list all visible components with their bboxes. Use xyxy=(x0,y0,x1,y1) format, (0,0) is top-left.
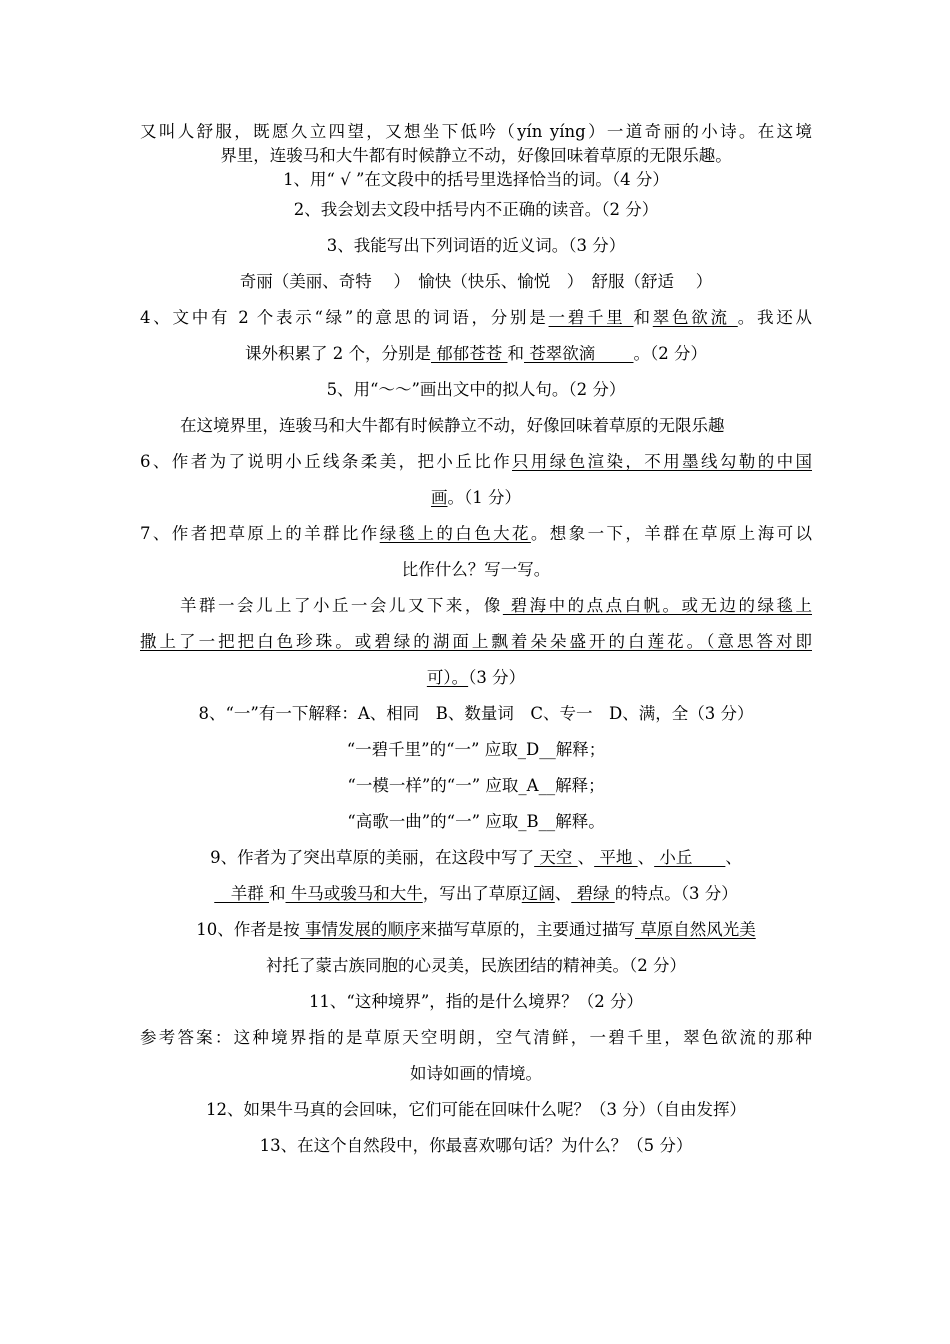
question-10-line-2: 衬托了蒙古族同胞的心灵美，民族团结的精神美。（2 分） xyxy=(266,956,686,975)
question-10-line-1: 10、作者是按 事情发展的顺序来描写草原的，主要通过描写 草原自然风光美 xyxy=(196,920,756,939)
question-6-line-2: 画。（1 分） xyxy=(431,488,521,507)
question-11: 11、“这种境界”，指的是什么境界？（2 分） xyxy=(308,992,644,1011)
question-8-head: 8、“一”有一下解释：A、相同 B、数量词 C、专一 D、满，全（3 分） xyxy=(198,704,754,723)
question-3-words: 奇丽（美丽、奇特 ） 愉快（快乐、愉悦 ） 舒服（舒适 ） xyxy=(239,272,713,291)
answer-blank: 碧海中的点点白帆。或无边的绿毯上 xyxy=(502,596,812,615)
question-2: 2、我会划去文段中括号内不正确的读音。（2 分） xyxy=(293,200,659,219)
passage-line-2: 界里，连骏马和大牛都有时候静立不动，好像回味着草原的无限乐趣。 xyxy=(220,146,732,165)
answer-blank: 郁郁苍苍 xyxy=(431,344,508,363)
question-11-answer-2: 如诗如画的情境。 xyxy=(410,1064,542,1083)
answer-blank: 小丘 xyxy=(654,848,726,867)
answer-blank: 碧绿 xyxy=(571,884,615,903)
question-4-line-1: 4、文中有 2 个表示“绿”的意思的词语，分别是一碧千里 和翠色欲流 。我还从 xyxy=(140,308,813,327)
answer-blank: 只用绿色渲染，不用墨线勾勒的中国 xyxy=(512,452,813,471)
answer-blank: 一碧千里 xyxy=(548,308,634,327)
answer-blank: _D__ xyxy=(517,740,556,759)
question-1: 1、用“ √ ”在文段中的括号里选择恰当的词。（4 分） xyxy=(283,170,669,189)
question-12: 12、如果牛马真的会回味，它们可能在回味什么呢？（3 分）（自由发挥） xyxy=(206,1100,746,1119)
question-11-answer-1: 参考答案：这种境界指的是草原天空明朗，空气清鲜，一碧千里，翠色欲流的那种 xyxy=(140,1028,812,1047)
question-7-line-1: 7、作者把草原上的羊群比作绿毯上的白色大花。想象一下，羊群在草原上海可以 xyxy=(140,524,813,543)
answer-blank: 画 xyxy=(431,488,448,507)
question-5: 5、用“～～”画出文中的拟人句。（2 分） xyxy=(326,380,626,399)
answer-blank: 苍翠欲滴 xyxy=(524,344,634,363)
question-3: 3、我能写出下列词语的近义词。（3 分） xyxy=(326,236,626,255)
question-9-line-1: 9、作者为了突出草原的美丽，在这段中写了 天空 、 平地 、 小丘 、 xyxy=(210,848,742,867)
question-13: 13、在这个自然段中，你最喜欢哪句话？为什么？（5 分） xyxy=(259,1136,693,1155)
answer-blank: 撒上了一把把白色珍珠。或碧绿的湖面上飘着朵朵盛开的白莲花。（意思答对即 xyxy=(140,632,812,651)
question-7-answer-3: 可）。（3 分） xyxy=(426,668,526,687)
question-9-line-2: 羊群 和 牛马或骏马和大牛，写出了草原辽阔、 碧绿 的特点。（3 分） xyxy=(214,884,738,903)
question-8-row-2: “一模一样”的“一” 应取_A__解释； xyxy=(347,776,605,795)
answer-blank: 辽阔 xyxy=(521,884,555,903)
question-5-answer: 在这境界里，连骏马和大牛都有时候静立不动，好像回味着草原的无限乐趣 xyxy=(180,416,725,435)
answer-blank: 草原自然风光美 xyxy=(635,920,756,939)
question-7-line-2: 比作什么？写一写。 xyxy=(401,560,551,579)
answer-blank: _B__ xyxy=(518,812,556,831)
question-7-answer-2 xyxy=(140,624,812,660)
question-8-row-1: “一碧千里”的“一” 应取_D__解释； xyxy=(346,740,606,759)
answer-blank: 可）。 xyxy=(426,668,469,687)
document-page xyxy=(140,120,812,1164)
question-4-line-2: 课外积累了 2 个，分别是 郁郁苍苍 和 苍翠欲滴 。（2 分） xyxy=(245,344,707,363)
answer-blank: 翠色欲流 xyxy=(652,308,738,327)
answer-blank: 平地 xyxy=(594,848,638,867)
answer-blank: _A__ xyxy=(518,776,556,795)
passage-line-1: 又叫人舒服，既愿久立四望，又想坐下低吟（yín yíng）一道奇丽的小诗。在这境 xyxy=(140,122,812,141)
question-7-answer-1: 羊群一会儿上了小丘一会儿又下来，像 碧海中的点点白帆。或无边的绿毯上 xyxy=(180,596,812,615)
question-6-line-1: 6、作者为了说明小丘线条柔美，把小丘比作只用绿色渲染，不用墨线勾勒的中国 xyxy=(140,452,813,471)
answer-blank: 绿毯上的白色大花 xyxy=(379,524,531,543)
answer-blank: 事情发展的顺序 xyxy=(299,920,421,939)
answer-blank: 羊群 xyxy=(214,884,269,903)
answer-blank: 天空 xyxy=(534,848,578,867)
question-8-row-3: “高歌一曲”的“一” 应取_B__解释。 xyxy=(347,812,605,831)
answer-blank: 牛马或骏马和大牛 xyxy=(285,884,423,903)
